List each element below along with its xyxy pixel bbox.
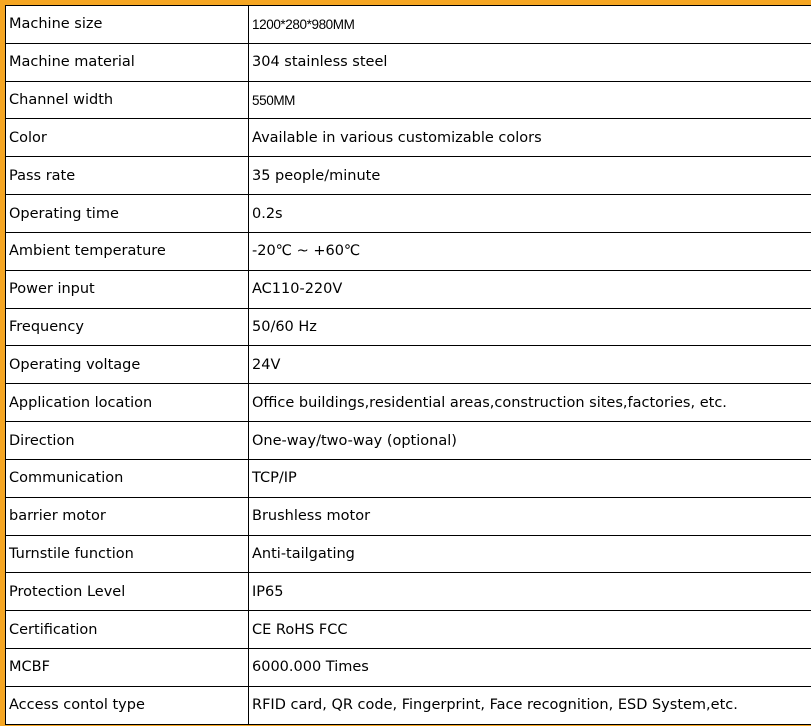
spec-value: 0.2s: [249, 195, 811, 233]
table-row: [6, 81, 811, 119]
table-row: [6, 119, 811, 157]
spec-label: Frequency: [6, 308, 249, 346]
spec-label: Communication: [6, 459, 249, 497]
spec-value: Brushless motor: [249, 497, 811, 535]
table-row: [6, 157, 811, 195]
table-row: [6, 422, 811, 460]
table-row: [6, 195, 811, 233]
spec-value: Anti-tailgating: [249, 535, 811, 573]
spec-label: Operating time: [6, 195, 249, 233]
spec-label: Machine material: [6, 43, 249, 81]
spec-value: 24V: [249, 346, 811, 384]
table-row: [6, 270, 811, 308]
table-row: [6, 308, 811, 346]
spec-value: Office buildings,residential areas,construction sites,factories, etc.: [249, 384, 811, 422]
spec-value: RFID card, QR code, Fingerprint, Face recognition, ESD System,etc.: [249, 686, 811, 724]
spec-value: 6000.000 Times: [249, 649, 811, 687]
spec-value: 304 stainless steel: [249, 43, 811, 81]
spec-label: Turnstile function: [6, 535, 249, 573]
table-row: [6, 43, 811, 81]
spec-label: Ambient temperature: [6, 232, 249, 270]
spec-table: [5, 5, 811, 725]
table-row: [6, 497, 811, 535]
spec-label: Certification: [6, 611, 249, 649]
spec-label: Pass rate: [6, 157, 249, 195]
spec-label: Color: [6, 119, 249, 157]
spec-value: 1200*280*980MM: [249, 6, 811, 44]
spec-label: Power input: [6, 270, 249, 308]
table-row: [6, 573, 811, 611]
table-row: [6, 611, 811, 649]
spec-label: Direction: [6, 422, 249, 460]
spec-label: MCBF: [6, 649, 249, 687]
table-row: [6, 459, 811, 497]
spec-value: 50/60 Hz: [249, 308, 811, 346]
spec-value: TCP/IP: [249, 459, 811, 497]
spec-value: 35 people/minute: [249, 157, 811, 195]
spec-label: Protection Level: [6, 573, 249, 611]
spec-value: Available in various customizable colors: [249, 119, 811, 157]
spec-value: 550MM: [249, 81, 811, 119]
spec-value: CE RoHS FCC: [249, 611, 811, 649]
spec-label: barrier motor: [6, 497, 249, 535]
table-row: [6, 649, 811, 687]
spec-label: Channel width: [6, 81, 249, 119]
spec-value: One-way/two-way (optional): [249, 422, 811, 460]
table-row: [6, 346, 811, 384]
spec-label: Operating voltage: [6, 346, 249, 384]
spec-value: -20℃ ~ +60℃: [249, 232, 811, 270]
spec-label: Access contol type: [6, 686, 249, 724]
spec-label: Machine size: [6, 6, 249, 44]
table-row: [6, 6, 811, 44]
spec-value: IP65: [249, 573, 811, 611]
table-row: [6, 535, 811, 573]
table-row: [6, 232, 811, 270]
spec-label: Application location: [6, 384, 249, 422]
table-row: [6, 686, 811, 724]
spec-value: AC110-220V: [249, 270, 811, 308]
table-row: [6, 384, 811, 422]
